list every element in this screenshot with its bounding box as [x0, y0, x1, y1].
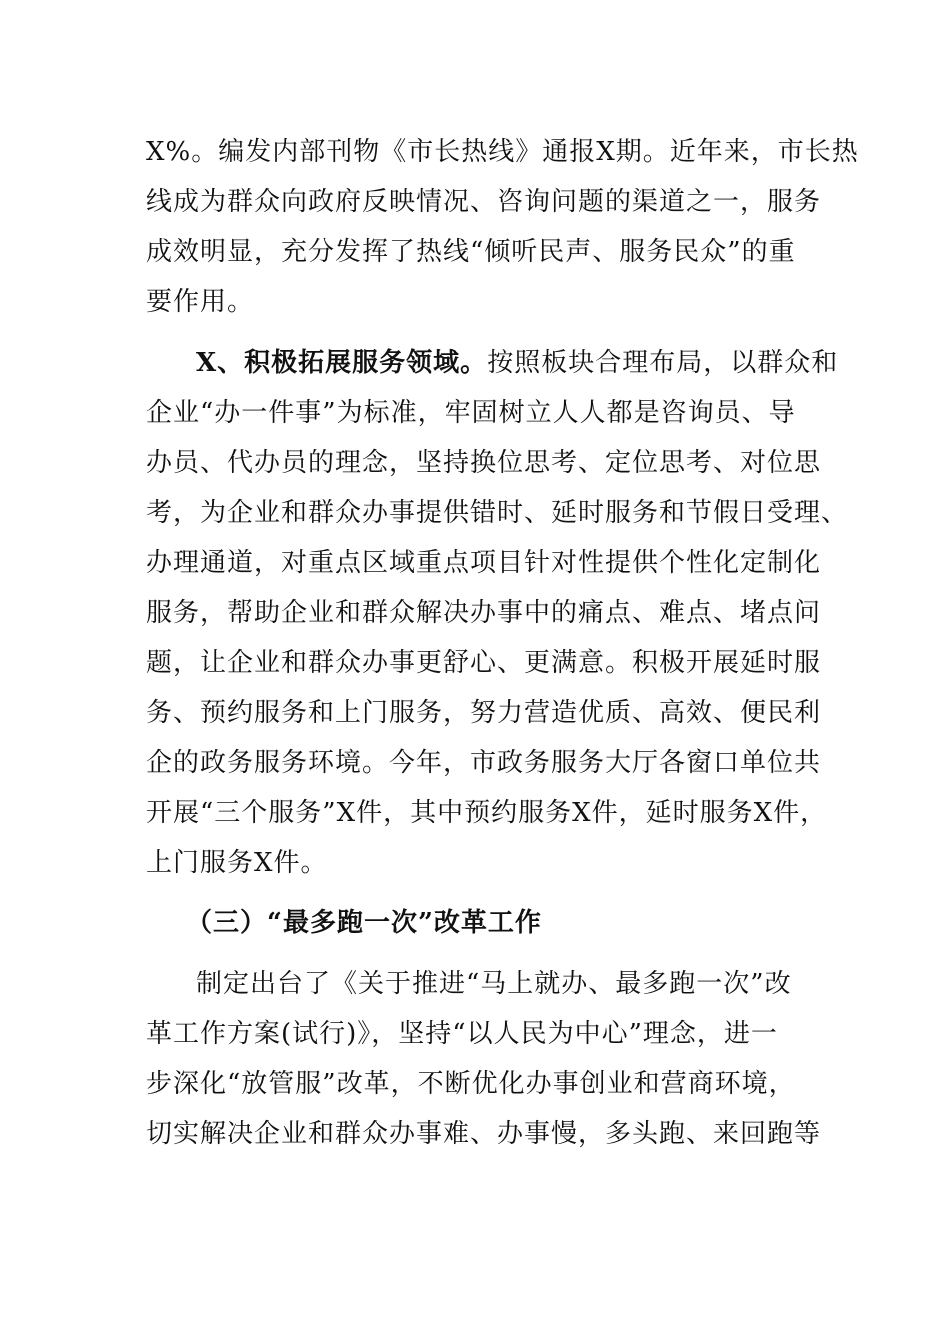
paragraph-line: 题，让企业和群众办事更舒心、更满意。积极开展延时服	[146, 648, 822, 678]
paragraph-line	[196, 347, 876, 379]
paragraph-line: 企业“办一件事”为标准，牢固树立人人都是咨询员、导	[146, 398, 796, 428]
paragraph-line: 服务，帮助企业和群众解决办事中的痛点、难点、堵点问	[146, 598, 822, 628]
paragraph-line: 切实解决企业和群众办事难、办事慢，多头跑、来回跑等	[146, 1119, 822, 1149]
paragraph-line: 成效明显，充分发挥了热线“倾听民声、服务民众”的重	[146, 237, 796, 267]
section-heading: （三）“最多跑一次”改革工作	[186, 908, 542, 938]
paragraph-line: 开展“三个服务”X件，其中预约服务X件，延时服务X件，	[146, 798, 828, 828]
paragraph-line: 上门服务X件。	[146, 848, 328, 878]
paragraph-line: 线成为群众向政府反映情况、咨询问题的渠道之一，服务	[146, 187, 822, 217]
paragraph-line: 步深化“放管服”改革，不断优化办事创业和营商环境，	[146, 1069, 796, 1099]
paragraph-line: 要作用。	[146, 287, 255, 317]
paragraph-line: 考，为企业和群众办事提供错时、延时服务和节假日受理、	[146, 498, 849, 528]
paragraph-text: 按照板块合理布局，以群众和	[487, 348, 839, 378]
paragraph-line: 革工作方案(试行)》，坚持“以人民为中心”理念，进一	[146, 1019, 778, 1049]
paragraph-line: 企的政务服务环境。今年，市政务服务大厅各窗口单位共	[146, 748, 822, 778]
paragraph-line: X%。编发内部刊物《市长热线》通报X期。近年来，市长热	[146, 137, 859, 167]
paragraph-line: 制定出台了《关于推进“马上就办、最多跑一次”改	[196, 969, 792, 999]
item-heading: X、积极拓展服务领域。	[196, 348, 488, 378]
paragraph-line: 办员、代办员的理念，坚持换位思考、定位思考、对位思	[146, 448, 822, 478]
paragraph-line: 务、预约服务和上门服务，努力营造优质、高效、便民利	[146, 698, 822, 728]
paragraph-line: 办理通道，对重点区域重点项目针对性提供个性化定制化	[146, 548, 822, 578]
